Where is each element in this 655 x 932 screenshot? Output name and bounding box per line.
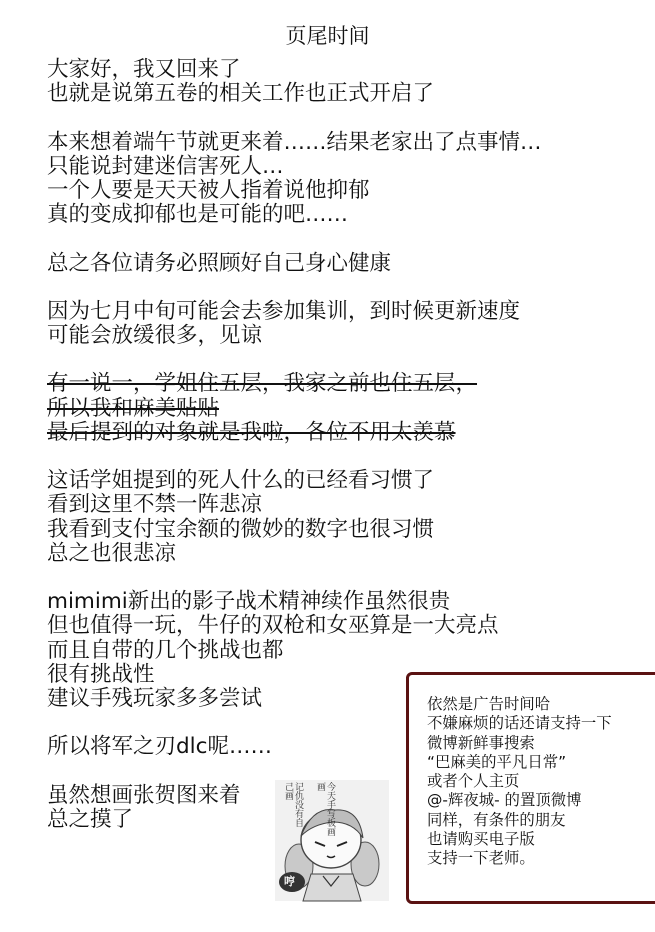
text-line: 总之摸了 xyxy=(47,806,134,832)
text-line: 大家好，我又回来了 xyxy=(47,57,241,82)
page-title: 页尾时间 xyxy=(285,24,370,48)
text-line: 虽然想画张贺图来着 xyxy=(47,782,241,808)
text-line: 一个人要是天天被人指着说他抑郁 xyxy=(47,177,370,203)
text-line: 而且自带的几个挑战也都 xyxy=(47,637,284,663)
text-line: 但也值得一玩，牛仔的双枪和女巫算是一大亮点 xyxy=(47,613,499,639)
paragraph-gap xyxy=(47,445,542,469)
text-line: 只能说封建迷信害死人… xyxy=(47,153,284,179)
text-line: 本来想着端午节就更来着……结果老家出了点事情… xyxy=(47,129,542,155)
ad-line: 依然是广告时间哈 xyxy=(427,695,551,713)
paragraph-gap xyxy=(47,276,542,300)
text-line: 建议手残玩家多多尝试 xyxy=(47,685,263,711)
speech-bubble: 哼 xyxy=(284,875,295,888)
struck-text-line: 有一说一，学姐住五层，我家之前也住五层， xyxy=(47,371,478,397)
paragraph-gap xyxy=(47,348,542,372)
caption-right: 今天手写板画画 xyxy=(315,782,335,836)
caption-left: 记仇没有自己画 xyxy=(283,782,303,827)
text-line: 看到这里不禁一阵悲凉 xyxy=(47,492,263,518)
text-line: 我看到支付宝余额的微妙的数字也很习惯 xyxy=(47,516,435,542)
ad-line: “巴麻美的平凡日常” xyxy=(427,752,567,771)
text-line: 所以将军之刃dlc呢…… xyxy=(47,734,272,760)
struck-text-line: 最后提到的对象就是我啦，各位不用太羡慕 xyxy=(47,419,456,445)
text-line: 真的变成抑郁也是可能的吧…… xyxy=(47,202,349,228)
text-line: 很有挑战性 xyxy=(47,661,155,687)
text-line: 这话学姐提到的死人什么的已经看习惯了 xyxy=(47,468,435,494)
text-line: 总之也很悲凉 xyxy=(47,540,177,566)
ad-line: 不嫌麻烦的话还请支持一下 xyxy=(427,714,612,733)
text-line: 因为七月中旬可能会去参加集训，到时候更新速度 xyxy=(47,298,521,324)
ad-box xyxy=(406,672,655,904)
ad-line: 同样，有条件的朋友 xyxy=(427,810,566,829)
paragraph-gap xyxy=(47,566,542,590)
text-line: mimimi新出的影子战术精神续作虽然很贵 xyxy=(47,589,451,615)
text-line: 总之各位请务必照顾好自己身心健康 xyxy=(47,250,392,276)
ad-line: @-辉夜城- 的置顶微博 xyxy=(427,791,582,810)
ad-line: 也请购买电子版 xyxy=(427,830,535,849)
ad-line: 支持一下老师。 xyxy=(427,849,535,868)
paragraph-gap xyxy=(47,106,542,130)
chibi-illustration xyxy=(273,778,391,903)
text-line: 可能会放缓很多，见谅 xyxy=(47,323,263,349)
struck-text-line: 所以我和麻美贴贴 xyxy=(47,395,220,421)
ad-line: 或者个人主页 xyxy=(427,772,520,791)
text-line: 也就是说第五卷的相关工作也正式开启了 xyxy=(47,81,435,107)
paragraph-gap xyxy=(47,227,542,251)
ad-line: 微博新鲜事搜索 xyxy=(427,733,535,752)
